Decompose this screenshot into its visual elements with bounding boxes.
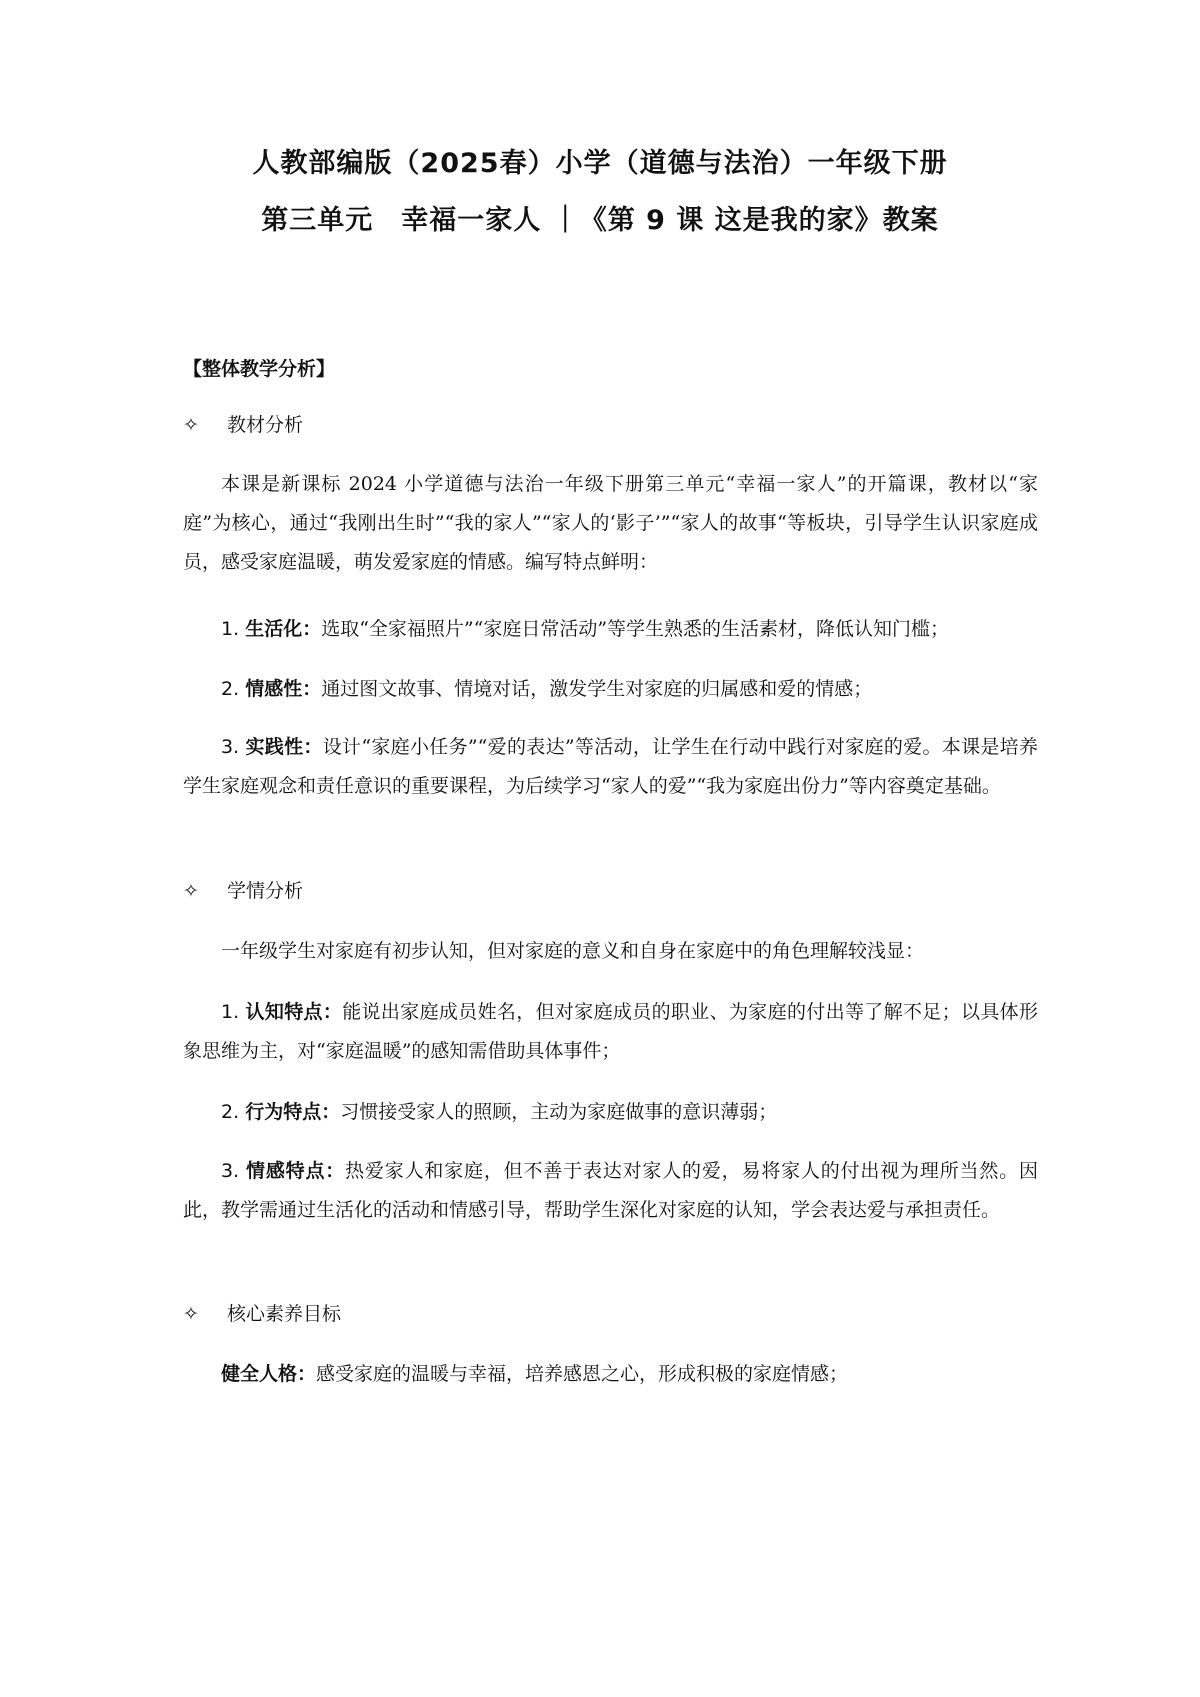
section-heading-overall-analysis: 【整体教学分析】 [183, 358, 336, 380]
list-item-text: 热爱家人和家庭，但不善于表达对家人的爱，易将家人的付出视为理所当然。因此，教学需通过生活化的活动和情感引导，帮助学生深化对家庭的认知，学会表达爱与承担责任。 [183, 1160, 1038, 1221]
document-title-line-2: 第三单元 幸福一家人 ｜《第 9 课 这是我的家》教案 [261, 205, 939, 236]
subheading-label: 学情分析 [227, 880, 304, 902]
subheading-student-analysis [183, 877, 303, 905]
list-item-label: 健全人格： [221, 1363, 317, 1385]
list-item-text: 选取“全家福照片”“家庭日常活动”等学生熟悉的生活素材，降低认知门槛； [321, 618, 950, 640]
list-number: 1. [221, 618, 240, 640]
subheading-label: 核心素养目标 [227, 1303, 342, 1325]
sparkle-icon: ✧ [183, 1303, 199, 1325]
list-item [183, 610, 1038, 649]
subheading-label: 教材分析 [227, 414, 304, 436]
list-item-text: 通过图文故事、情境对话，激发学生对家庭的归属感和爱的情感； [321, 678, 873, 700]
list-item [183, 670, 1038, 709]
list-number: 2. [221, 1101, 240, 1123]
list-item-label: 实践性： [245, 736, 323, 758]
list-item-text: 习惯接受家人的照顾，主动为家庭做事的意识薄弱； [340, 1101, 778, 1123]
list-item [183, 1152, 1038, 1230]
subheading-textbook-analysis [183, 411, 303, 439]
list-number: 1. [221, 1001, 240, 1023]
list-item [183, 993, 1038, 1071]
list-item-label: 情感特点： [246, 1160, 346, 1182]
list-item-text: 能说出家庭成员姓名，但对家庭成员的职业、为家庭的付出等了解不足；以具体形象思维为主，对“家庭温暖”的感知需借助具体事件； [183, 1001, 1038, 1062]
list-item-text: 设计“家庭小任务”“爱的表达”等活动，让学生在行动中践行对家庭的爱。本课是培养学生家庭观念和责任意识的重要课程，为后续学习“家人的爱”“我为家庭出份力”等内容奠定基础。 [183, 736, 1038, 797]
document-title-line-1: 人教部编版（2025春）小学（道德与法治）一年级下册 [252, 148, 948, 179]
list-number: 2. [221, 678, 240, 700]
list-item [183, 1093, 1038, 1132]
subheading-core-goals [183, 1300, 341, 1328]
list-item [183, 728, 1038, 806]
list-item-label: 行为特点： [245, 1101, 341, 1123]
list-item [183, 1355, 1038, 1394]
list-number: 3. [221, 736, 240, 758]
student-analysis-intro: 一年级学生对家庭有初步认知，但对家庭的意义和自身在家庭中的角色理解较浅显： [221, 940, 925, 962]
list-item-text: 感受家庭的温暖与幸福，培养感恩之心，形成积极的家庭情感； [316, 1363, 849, 1385]
list-number: 3. [221, 1160, 240, 1182]
textbook-analysis-intro: 本课是新课标 2024 小学道德与法治一年级下册第三单元“幸福一家人”的开篇课，教材以“家庭”为核心，通过“我刚出生时”“我的家人”“家人的‘影子’”“家人的故事“等板块，引导学生认识家庭成员，感受家庭温暖，萌发爱家庭的情感。编写特点鲜明： [183, 473, 1038, 573]
sparkle-icon: ✧ [183, 414, 199, 436]
sparkle-icon: ✧ [183, 880, 199, 902]
list-item-label: 生活化： [245, 618, 322, 640]
list-item-label: 情感性： [245, 678, 322, 700]
list-item-label: 认知特点： [245, 1001, 343, 1023]
